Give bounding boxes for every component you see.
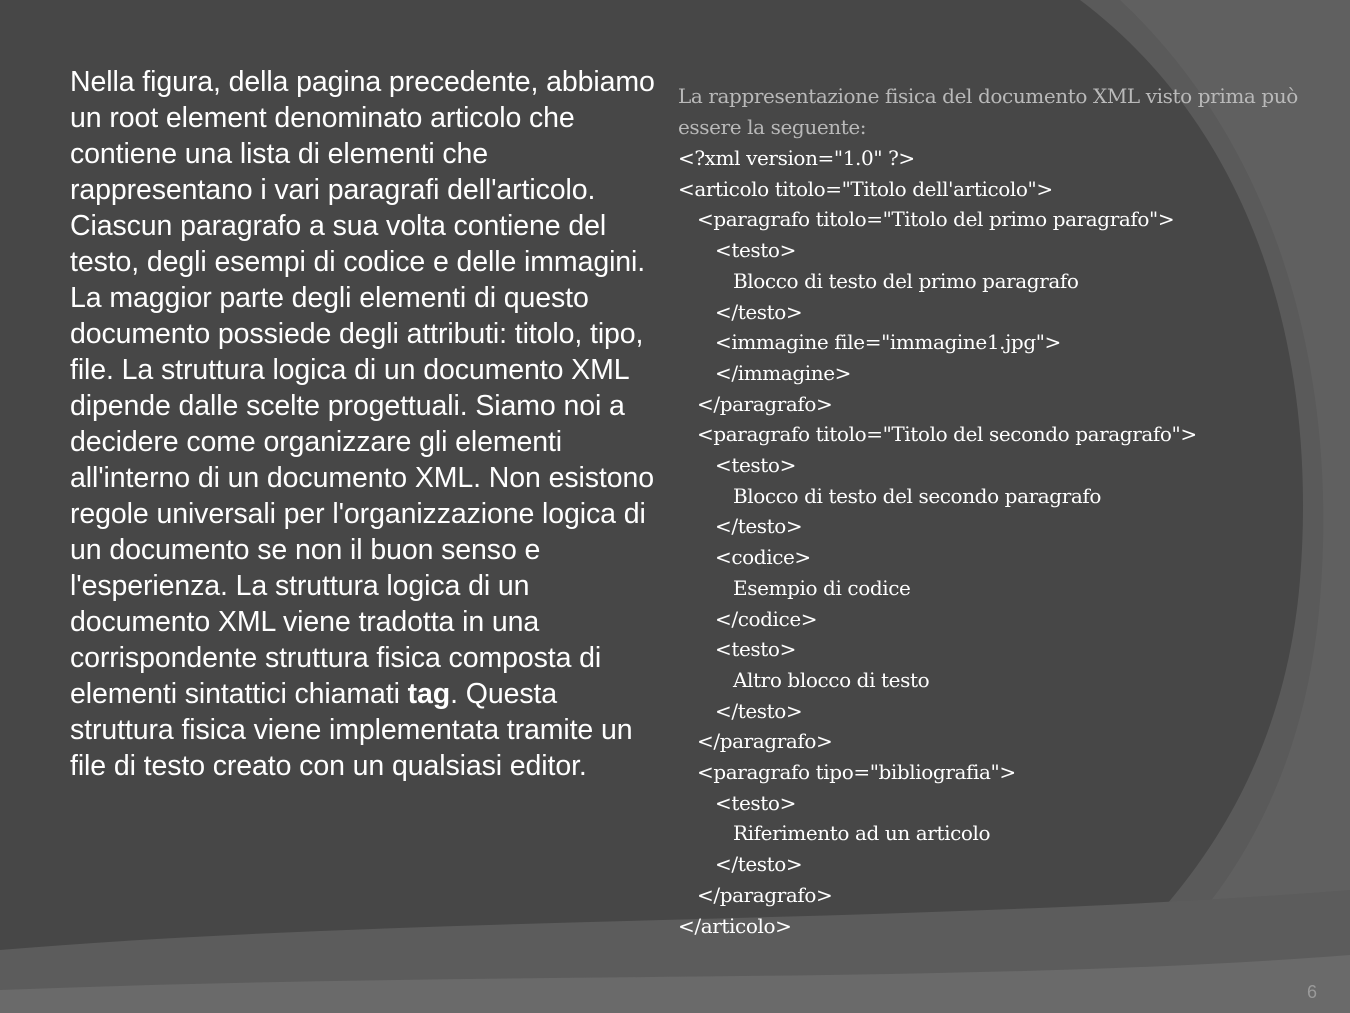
xml-code-line: </testo> — [715, 852, 803, 877]
xml-code-line: <paragrafo titolo="Titolo del primo paragrafo"> — [697, 207, 1175, 232]
xml-code-line: Esempio di codice — [733, 575, 911, 600]
xml-code-line: <testo> — [715, 238, 796, 263]
xml-code-line: </paragrafo> — [697, 882, 833, 907]
xml-code-line: Blocco di testo del secondo paragrafo — [733, 483, 1102, 508]
xml-intro-text: La rappresentazione fisica del documento XML visto prima può essere la seguente: — [678, 84, 1298, 139]
xml-code-line: </testo> — [715, 299, 803, 324]
xml-code-line: <?xml version="1.0" ?> — [678, 146, 915, 170]
body-text-part-1: Nella figura, della pagina precedente, abbiamo un root element denominato articolo che contiene una lista di elementi che rappresentano i vari paragrafi dell'articolo. Ciascun paragrafo a sua volta contiene del testo, degli esempi di codice e delle immagini. La maggior parte degli elementi di questo documento possiede degli attributi: titolo, tipo, file. La struttura logica di un documento XML dipende dalle scelte progettuali. Siamo noi a decidere come organizzare gli elementi all'interno di un documento XML. Non esistono regole universali per l'organizzazione logica di un documento se non il buon senso e l'esperienza. La struttura logica di un documento XML viene tradotta in una corrispondente struttura fisica composta di elementi sintattici chiamati — [70, 66, 655, 710]
xml-code-line: </codice> — [715, 606, 818, 631]
xml-code-line: <testo> — [715, 453, 796, 478]
xml-code-line: <codice> — [715, 545, 811, 570]
xml-code-line: </paragrafo> — [697, 391, 833, 416]
body-text-part-2: . Questa struttura fisica viene implementata tramite un file di testo creato con un qualsiasi editor. — [70, 678, 633, 782]
page-number: 6 — [1306, 982, 1317, 1002]
xml-code-line: Blocco di testo del primo paragrafo — [733, 268, 1079, 293]
xml-code-line: <testo> — [715, 637, 796, 662]
body-text-bold-tag: tag — [407, 678, 451, 710]
xml-code-line: <articolo titolo="Titolo dell'articolo"> — [678, 176, 1053, 201]
xml-code-listing — [678, 143, 1318, 941]
xml-code-line: </paragrafo> — [697, 729, 833, 754]
xml-code-line: Riferimento ad un articolo — [733, 821, 991, 846]
xml-example-block — [678, 81, 1318, 941]
xml-code-line: <paragrafo tipo="bibliografia"> — [697, 760, 1016, 785]
xml-code-line: <testo> — [715, 790, 796, 815]
xml-code-line: <paragrafo titolo="Titolo del secondo paragrafo"> — [697, 422, 1197, 447]
xml-code-line: </articolo> — [678, 913, 792, 938]
xml-code-line: </testo> — [715, 698, 803, 723]
xml-code-line: Altro blocco di testo — [733, 667, 930, 692]
body-paragraph — [70, 64, 660, 784]
xml-code-line: </immagine> — [715, 360, 852, 385]
xml-code-line: </testo> — [715, 514, 803, 539]
xml-code-line: <immagine file="immagine1.jpg"> — [715, 330, 1061, 355]
